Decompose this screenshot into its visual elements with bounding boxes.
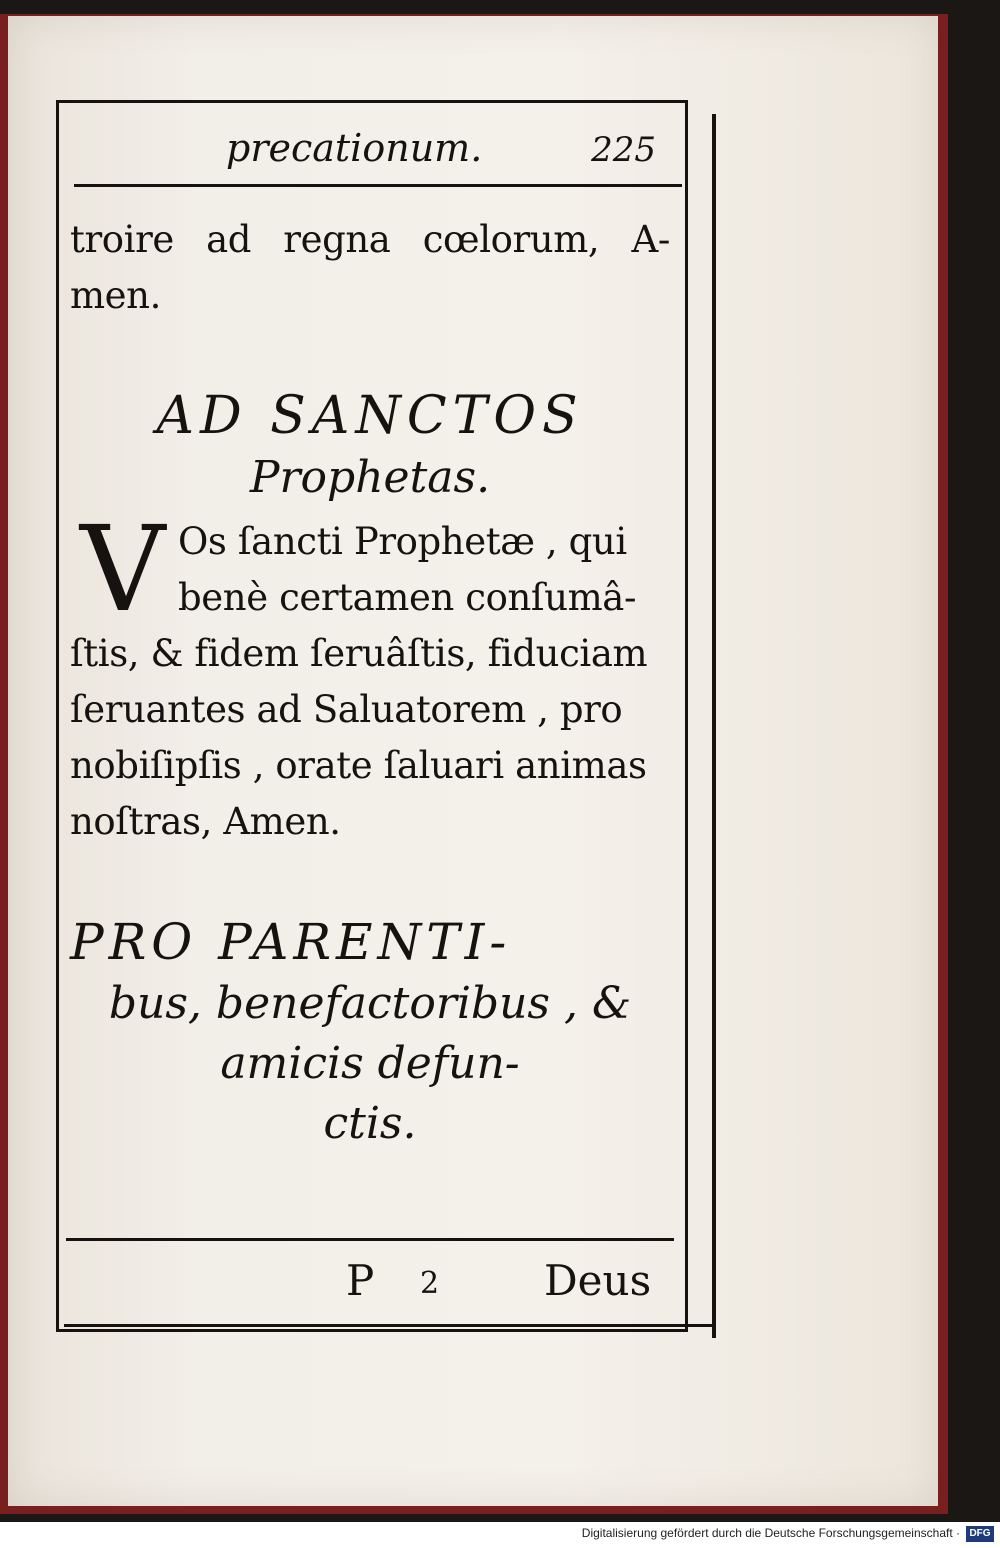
text-line <box>70 268 670 324</box>
word: A- <box>631 218 670 261</box>
text-line: Os ſancti Prophetæ , qui <box>178 520 627 563</box>
page-body <box>70 212 670 1154</box>
running-title: precationum. <box>226 126 483 170</box>
credit-bar <box>0 1522 1000 1548</box>
section-subheading: amicis defun- <box>220 1038 520 1089</box>
catchword: Deus <box>544 1256 652 1305</box>
page-number: 225 <box>591 130 656 170</box>
signature-mark: P <box>346 1256 375 1305</box>
text-line <box>70 212 670 268</box>
dfg-logo[interactable]: DFG <box>966 1526 994 1542</box>
text-line: noſtras, Amen. <box>70 800 341 843</box>
word: ad <box>206 218 252 261</box>
section-subheading: ctis. <box>323 1098 417 1149</box>
text-line: ſtis, & fidem ſeruâſtis, fiduciam <box>70 632 648 675</box>
frame-shadow-right <box>712 114 716 1338</box>
section-heading: AD SANCTOS <box>156 386 584 446</box>
text-line: benè certamen conſumâ- <box>178 576 637 619</box>
signature-number: 2 <box>420 1266 440 1301</box>
footer-rule <box>66 1238 674 1241</box>
text-line: nobiſipſis , orate ſaluari animas <box>70 744 647 787</box>
word: troire <box>70 218 174 261</box>
word: men. <box>70 274 161 317</box>
text-line: ſeruantes ad Saluatorem , pro <box>70 688 623 731</box>
prayer-paragraph <box>70 500 670 850</box>
section-subheading: bus, benefactoribus , & <box>108 978 632 1029</box>
section-subheading: Prophetas. <box>249 452 491 503</box>
drop-capital: V <box>80 500 166 638</box>
frame-shadow-bottom <box>64 1324 714 1327</box>
running-head <box>76 126 676 180</box>
word: regna <box>283 218 391 261</box>
funding-credit: Digitalisierung gefördert durch die Deutsche Forschungsgemeinschaft · <box>581 1526 960 1540</box>
header-rule <box>74 184 682 187</box>
section-heading: PRO PARENTI- <box>70 913 512 971</box>
word: cœlorum, <box>422 218 600 261</box>
